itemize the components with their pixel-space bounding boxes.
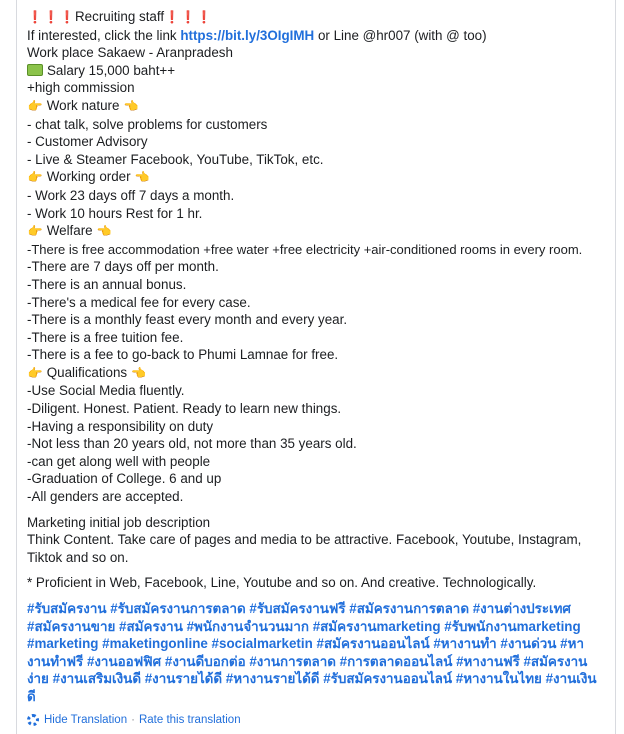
proficient-note: * Proficient in Web, Facebook, Line, Youtube and so on. And creative. Technologically. bbox=[27, 575, 537, 591]
exclamation-icon: ❗ bbox=[59, 10, 75, 24]
separator: · bbox=[131, 713, 135, 726]
marketing-title: Marketing initial job description bbox=[27, 514, 211, 530]
translation-footer bbox=[27, 712, 605, 730]
interest-suffix: or Line @hr007 (with @ too) bbox=[317, 27, 487, 43]
list-item: -can get along well with people bbox=[27, 453, 211, 469]
post-card bbox=[16, 0, 616, 734]
marketing-body: Think Content. Take care of pages and media to be attractive. Facebook, Youtube, Instagram, Tiktok and so on. bbox=[27, 532, 582, 565]
hide-translation-link[interactable]: Hide Translation bbox=[44, 713, 128, 726]
post-body bbox=[17, 0, 615, 729]
section-label: Working order bbox=[46, 169, 131, 185]
salary-text: Salary 15,000 baht++ bbox=[47, 62, 176, 78]
exclamation-icon: ❗ bbox=[43, 10, 59, 24]
exclamation-icon: ❗ bbox=[180, 10, 196, 24]
exclamation-icon: ❗ bbox=[196, 10, 212, 24]
section-label: Welfare bbox=[46, 223, 93, 239]
pointing-right-icon: 👉 bbox=[27, 98, 43, 113]
section-qualifications bbox=[27, 364, 605, 383]
list-item: -There is an annual bonus. bbox=[27, 276, 187, 292]
list-item: - chat talk, solve problems for customers bbox=[27, 116, 268, 132]
pointing-right-icon: 👉 bbox=[27, 170, 43, 185]
salary-line bbox=[27, 62, 605, 80]
section-work-nature bbox=[27, 97, 605, 116]
list-item: -Use Social Media fluently. bbox=[27, 383, 185, 399]
list-item: -There is a fee to go-back to Phumi Lamnae for free. bbox=[27, 347, 339, 363]
signup-link[interactable]: https://bit.ly/3OIgIMH bbox=[180, 27, 315, 43]
list-item: - Customer Advisory bbox=[27, 134, 148, 150]
list-item: -Having a responsibility on duty bbox=[27, 418, 214, 434]
section-label: Work nature bbox=[46, 97, 120, 113]
list-item: - Work 10 hours Rest for 1 hr. bbox=[27, 205, 203, 221]
pointing-left-icon: 👈 bbox=[134, 170, 150, 185]
commission: +high commission bbox=[27, 80, 135, 96]
banknote-icon bbox=[27, 64, 43, 76]
list-item: -Diligent. Honest. Patient. Ready to learn new things. bbox=[27, 401, 342, 417]
interest-prefix: If interested, click the link bbox=[27, 27, 177, 43]
list-item: - Live & Steamer Facebook, YouTube, TikTok, etc. bbox=[27, 151, 324, 167]
section-welfare bbox=[27, 222, 605, 241]
pointing-left-icon: 👈 bbox=[123, 98, 139, 113]
work-place: Work place Sakaew - Aranpradesh bbox=[27, 45, 233, 61]
post-header bbox=[27, 8, 605, 27]
pointing-right-icon: 👉 bbox=[27, 365, 43, 380]
pointing-left-icon: 👈 bbox=[131, 365, 147, 380]
gear-icon bbox=[27, 714, 39, 726]
section-label: Qualifications bbox=[46, 364, 128, 380]
list-item: -There is a free tuition fee. bbox=[27, 329, 184, 345]
pointing-right-icon: 👉 bbox=[27, 224, 43, 239]
hashtags[interactable]: #รับสมัครงาน #รับสมัครงานการตลาด #รับสมัครงานฟรี #สมัครงานการตลาด #งานต่างประเทศ #สมัครงานขาย #สมัครงาน #พนักงานจำนวนมาก #สมัครงานmarketing #รับพนักงานmarketing #marketing #maketingonline #socialmarketin #สมัครงานออนไลน์ #หางานทำ #งานด่วน #หางานทำฟรี #งานออฟฟิศ #งานดีบอกต่อ #งานการตลาด #การตลาดออนไลน์ #หางานฟรี #สมัครงานง่าย #งานเสริมเงินดี #งานรายได้ดี #หางานรายได้ดี #รับสมัครงานออนไลน์ #หางานในไทย #งานเงินดี bbox=[27, 601, 597, 704]
pointing-left-icon: 👈 bbox=[96, 224, 112, 239]
rate-translation-link[interactable]: Rate this translation bbox=[138, 713, 241, 726]
list-item: -Not less than 20 years old, not more than 35 years old. bbox=[27, 436, 357, 452]
list-item: -There are 7 days off per month. bbox=[27, 259, 219, 275]
list-item: -All genders are accepted. bbox=[27, 489, 184, 505]
list-item: -There is free accommodation +free water +free electricity +air-conditioned rooms in every room. bbox=[27, 241, 583, 257]
list-item: -Graduation of College. 6 and up bbox=[27, 471, 222, 487]
list-item: - Work 23 days off 7 days a month. bbox=[27, 187, 235, 203]
section-working-order bbox=[27, 168, 605, 187]
exclamation-icon: ❗ bbox=[27, 10, 43, 24]
list-item: -There's a medical fee for every case. bbox=[27, 294, 251, 310]
exclamation-icon: ❗ bbox=[164, 10, 180, 24]
header-text: Recruiting staff bbox=[75, 9, 165, 24]
interest-line bbox=[27, 27, 605, 45]
list-item: -There is a monthly feast every month and every year. bbox=[27, 312, 348, 328]
